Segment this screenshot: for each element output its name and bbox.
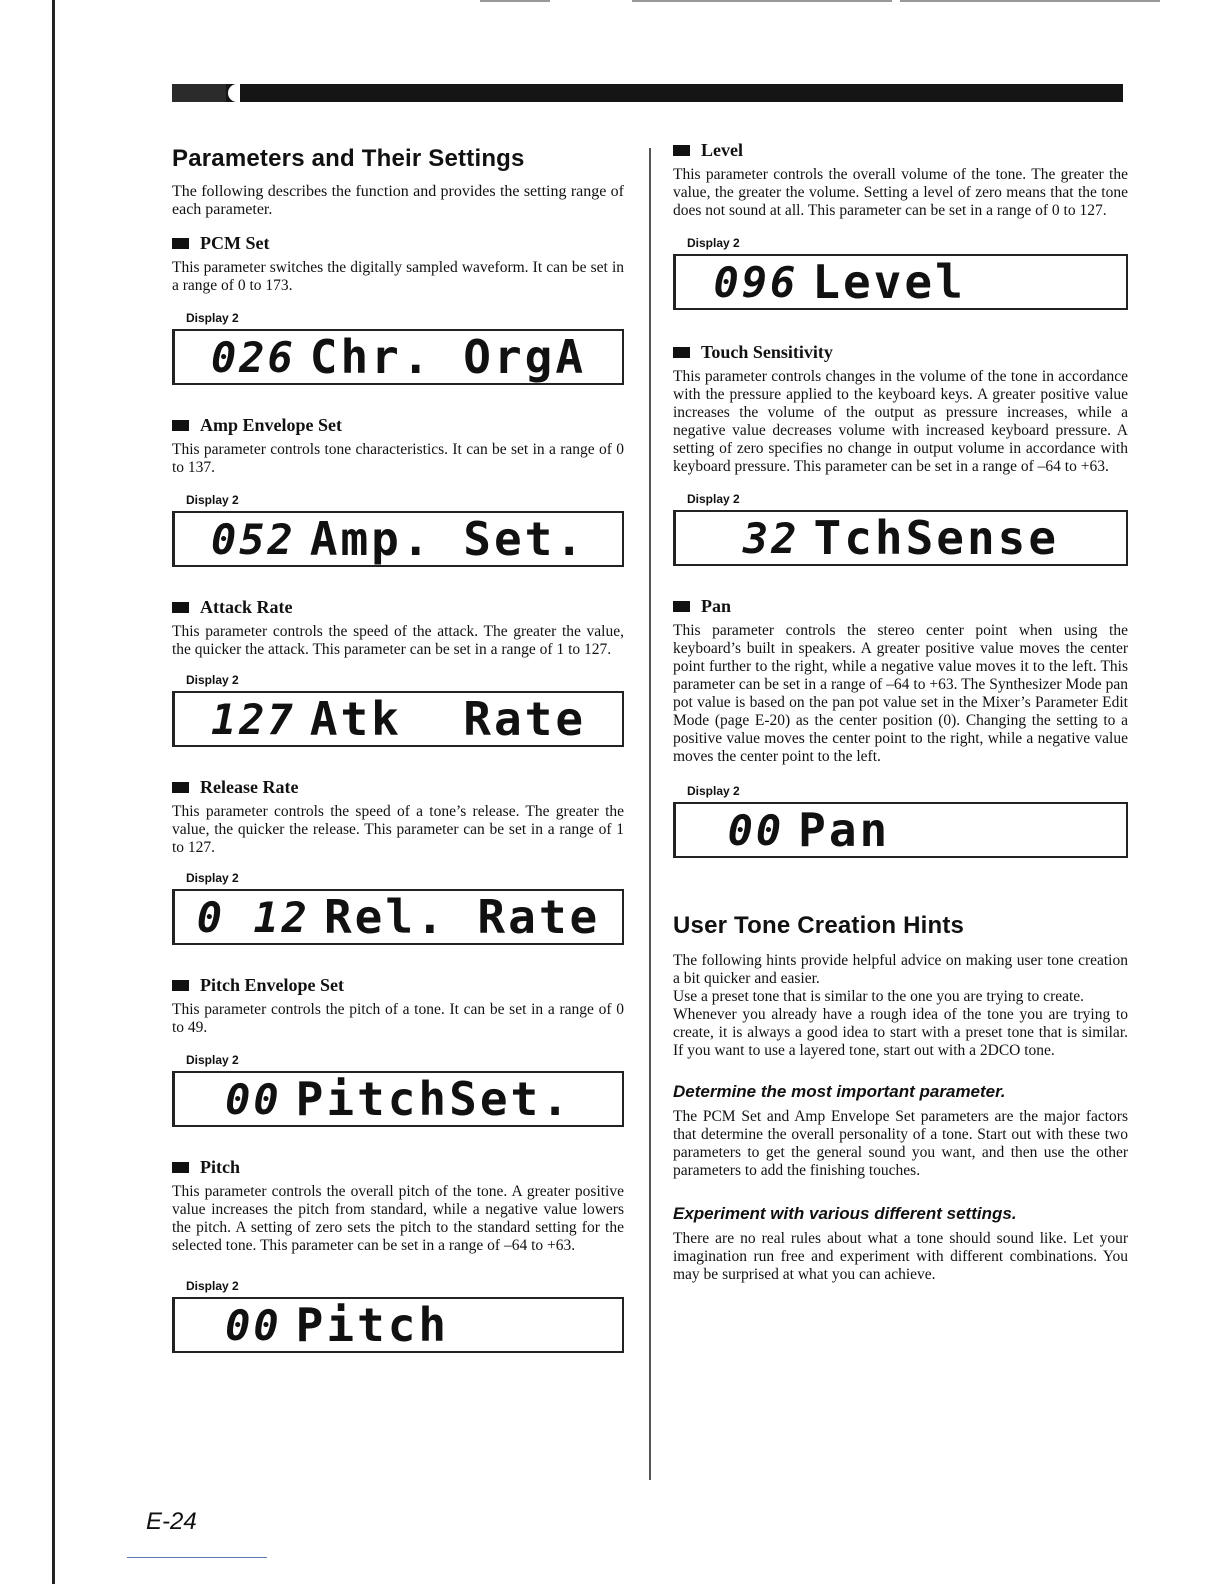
section-heading — [673, 596, 1128, 617]
section-title: Amp Envelope Set — [200, 415, 343, 435]
bullet-square-icon — [172, 602, 189, 613]
lcd-text: Amp. Set. — [309, 512, 587, 566]
display-label: Display 2 — [186, 1279, 239, 1293]
section-title: Release Rate — [200, 777, 299, 797]
top-edge-rule — [900, 0, 1160, 2]
hints-intro-paragraph: Whenever you already have a rough idea of the tone you are trying to create, it is always a good idea to start with a preset tone that is similar. If you want to use a layered tone, start out with a 2DCO tone. — [673, 1006, 1128, 1059]
lcd-text: PitchSet. — [295, 1072, 572, 1126]
section-level — [673, 140, 1128, 310]
section-body: This parameter switches the digitally sampled waveform. It can be set in a range of 0 to 173. — [172, 259, 624, 294]
page-number: E-24 — [146, 1508, 197, 1535]
section-pitch — [172, 1157, 624, 1353]
bullet-square-icon — [172, 420, 189, 431]
lcd-display — [172, 889, 624, 945]
section-heading — [673, 342, 1128, 363]
section-heading — [172, 415, 624, 436]
section-heading — [172, 597, 624, 618]
lcd-text: Rel. Rate — [323, 890, 601, 944]
display-label: Display 2 — [186, 1053, 239, 1067]
lcd-display — [673, 510, 1128, 566]
lcd-value: 0 12 — [196, 892, 310, 942]
display-label: Display 2 — [687, 784, 740, 798]
subsection-body: There are no real rules about what a tone should sound like. Let your imagination run free and experiment with different combinations. You may be surprised at what you can achieve. — [673, 1230, 1128, 1283]
lcd-value: 052 — [210, 514, 296, 564]
lcd-text: TchSense — [813, 511, 1060, 565]
bullet-square-icon — [673, 145, 690, 156]
subsection-body: The PCM Set and Amp Envelope Set parameters are the major factors that determine the overall personality of a tone. Start out with these two parameters to get the general sound you want, and then use the other parameters to add the finishing touches. — [673, 1108, 1128, 1179]
lcd-text: Level — [812, 255, 1089, 309]
section-body: This parameter controls the stereo center point when using the keyboard’s built in speakers. A greater positive value moves the center point further to the right, while a negative value moves it to the left. This parameter can be set in a range of –64 to +63. The Synthesizer Mode pan pot value is based on the pan pot value set in the Mixer’s Parameter Edit Mode (page E-20) as the center position (0). Changing the setting to a positive value moves the center point to the right, while a negative value moves the center point to the left. — [673, 622, 1128, 765]
lcd-value: 096 — [713, 257, 799, 307]
intro-paragraph: The following describes the function and provides the setting range of each parameter. — [172, 183, 624, 218]
section-title: Pan — [701, 596, 732, 616]
binding-edge-line — [52, 0, 55, 1584]
lcd-value: 127 — [210, 694, 296, 744]
bullet-square-icon — [172, 980, 189, 991]
section-title: Touch Sensitivity — [701, 342, 833, 362]
lcd-value: 32 — [742, 513, 800, 563]
section-pan — [673, 596, 1128, 858]
section-body: This parameter controls tone characteristics. It can be set in a range of 0 to 137. — [172, 441, 624, 476]
lcd-value: 00 — [225, 1074, 282, 1124]
display-label: Display 2 — [687, 492, 740, 506]
lcd-text: Atk Rate — [309, 692, 587, 746]
section-heading — [172, 777, 624, 798]
left-column — [172, 145, 624, 1353]
section-body: This parameter controls the speed of a tone’s release. The greater the value, the quicker the release. This parameter can be set in a range of 1 to 127. — [172, 803, 624, 856]
footer-rule — [127, 1557, 267, 1558]
section-heading — [172, 1157, 624, 1178]
display-label: Display 2 — [186, 493, 239, 507]
lcd-display — [673, 254, 1128, 310]
section-title: PCM Set — [200, 233, 270, 253]
lcd-display — [172, 1297, 624, 1353]
section-release-rate — [172, 777, 624, 945]
section-touch-sensitivity — [673, 342, 1128, 566]
lcd-display — [172, 329, 624, 385]
lcd-text: Chr. OrgA — [309, 330, 587, 384]
display-label: Display 2 — [186, 311, 239, 325]
lcd-display — [673, 802, 1128, 858]
section-attack-rate — [172, 597, 624, 747]
right-column — [673, 140, 1128, 1284]
section-heading — [172, 975, 624, 996]
bullet-square-icon — [673, 347, 690, 358]
page-heading: Parameters and Their Settings — [172, 145, 525, 172]
lcd-text: Pan — [798, 803, 1075, 857]
section-body: This parameter controls the overall pitch of the tone. A greater positive value increases the pitch from standard, while a negative value lowers the pitch. A setting of zero sets the pitch to the standard setting for the selected tone. This parameter can be set in a range of –64 to +63. — [172, 1183, 624, 1254]
top-edge-rule — [480, 0, 550, 2]
hints-heading: User Tone Creation Hints — [673, 912, 965, 939]
section-heading — [172, 233, 624, 254]
hints-intro-paragraph: Use a preset tone that is similar to the one you are trying to create. — [673, 988, 1085, 1005]
hints-intro-paragraph: The following hints provide helpful advice on making user tone creation a bit quicker and easier. — [673, 952, 1128, 987]
section-body: This parameter controls the speed of the attack. The greater the value, the quicker the attack. This parameter can be set in a range of 1 to 127. — [172, 623, 624, 658]
lcd-value: 00 — [727, 805, 785, 855]
bullet-square-icon — [172, 238, 189, 249]
lcd-value: 026 — [210, 332, 296, 382]
section-amp-envelope-set — [172, 415, 624, 567]
display-label: Display 2 — [186, 673, 239, 687]
display-label: Display 2 — [186, 871, 239, 885]
subsection-heading: Experiment with various different settings. — [673, 1204, 1017, 1223]
chapter-tab-notch — [228, 84, 240, 102]
bullet-square-icon — [172, 1162, 189, 1173]
section-pcm-set — [172, 233, 624, 385]
subsection-heading: Determine the most important parameter. — [673, 1082, 1006, 1101]
section-heading — [673, 140, 1128, 161]
section-title: Attack Rate — [200, 597, 293, 617]
section-body: This parameter controls the overall volume of the tone. The greater the value, the greater the volume. Setting a level of zero means that the tone does not sound at all. This parameter can be set in a range of 0 to 127. — [673, 166, 1128, 219]
lcd-text: Pitch — [295, 1298, 572, 1352]
section-title: Level — [701, 140, 743, 160]
section-title: Pitch — [200, 1157, 240, 1177]
bullet-square-icon — [172, 782, 189, 793]
bullet-square-icon — [673, 601, 690, 612]
column-divider — [649, 148, 651, 1480]
top-edge-rule — [632, 0, 892, 2]
section-body: This parameter controls changes in the volume of the tone in accordance with the pressure applied to the keyboard keys. A greater positive value increases the volume of the output as pressure increases, while a negative value decreases volume with increased keyboard pressure. A setting of zero specifies no change in output volume in accordance with keyboard pressure. This parameter can be set in a range of –64 to +63. — [673, 368, 1128, 475]
section-pitch-envelope-set — [172, 975, 624, 1127]
section-title: Pitch Envelope Set — [200, 975, 344, 995]
lcd-display — [172, 511, 624, 567]
lcd-display — [172, 1071, 624, 1127]
chapter-tab — [172, 84, 226, 102]
lcd-value: 00 — [225, 1300, 282, 1350]
display-label: Display 2 — [687, 236, 740, 250]
lcd-display — [172, 691, 624, 747]
chapter-header-bar — [172, 84, 1123, 102]
section-body: This parameter controls the pitch of a tone. It can be set in a range of 0 to 49. — [172, 1001, 624, 1036]
